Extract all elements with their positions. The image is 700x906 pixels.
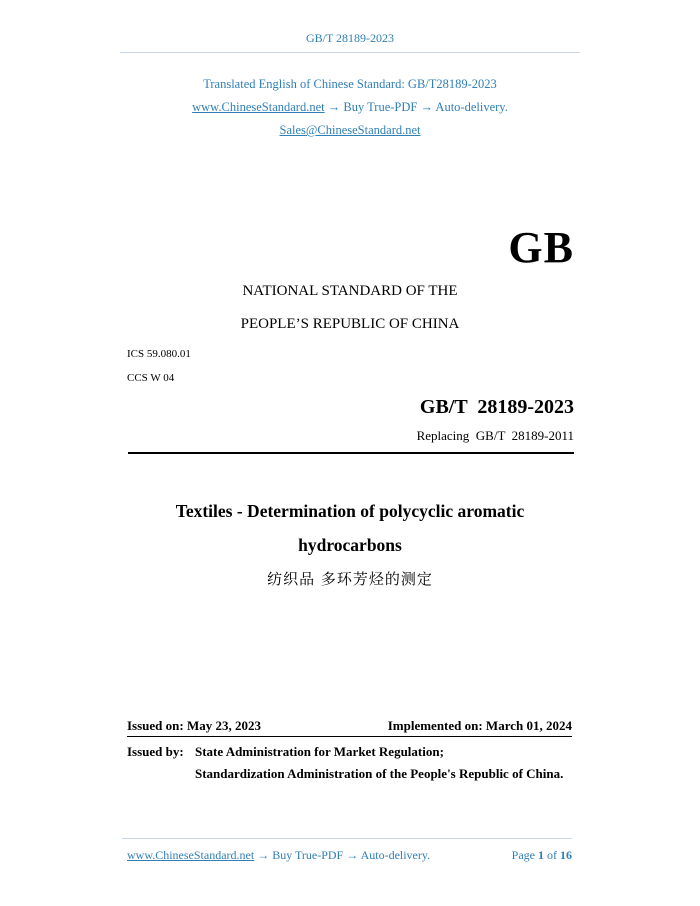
standard-number: GB/T 28189-2023: [419, 396, 574, 418]
issuer-1: State Administration for Market Regulation;: [195, 744, 444, 759]
purchase-line: [0, 100, 700, 115]
footer-purchase-text: → Buy True-PDF → Auto-delivery.: [254, 848, 431, 862]
page-number: 1: [538, 848, 544, 862]
ccs-code: CCS W 04: [127, 372, 175, 384]
title-line2: hydrocarbons: [298, 535, 402, 555]
ics-code: ICS 59.080.01: [127, 348, 191, 360]
title-chinese: 纺织品 多环芳烃的测定: [267, 570, 433, 588]
gb-logo: GB: [508, 223, 574, 272]
translation-notice: Translated English of Chinese Standard: GB/T28189-2023: [203, 77, 497, 91]
page-label: Page: [511, 848, 535, 862]
page-indicator: [512, 848, 572, 863]
replacing-note: Replacing GB/T 28189-2011: [416, 428, 574, 443]
footer-site-link[interactable]: www.ChineseStandard.net: [127, 848, 255, 862]
purchase-text: → Buy True-PDF → Auto-delivery.: [324, 100, 508, 114]
issued-on: Issued on: May 23, 2023: [127, 718, 261, 733]
national-standard-line1: NATIONAL STANDARD OF THE: [242, 283, 458, 299]
title-divider: [128, 452, 574, 454]
header-divider: [120, 52, 580, 53]
running-header: GB/T 28189-2023: [305, 31, 395, 45]
of-label: of: [547, 848, 557, 862]
page-total: 16: [560, 848, 572, 862]
issuer-2: Standardization Administration of the People's Republic of China.: [195, 766, 564, 781]
title-line1: Textiles - Determination of polycyclic aromatic: [175, 501, 525, 521]
site-link[interactable]: www.ChineseStandard.net: [192, 100, 325, 114]
footer-purchase-line: [127, 848, 430, 863]
issue-divider: [127, 736, 572, 737]
national-standard-line2: PEOPLE’S REPUBLIC OF CHINA: [240, 316, 460, 332]
implemented-on: Implemented on: March 01, 2024: [387, 718, 572, 733]
email-line: [0, 123, 700, 138]
email-link[interactable]: Sales@ChineseStandard.net: [279, 123, 421, 137]
footer-divider: [122, 838, 572, 839]
issued-by-label: Issued by:: [127, 744, 184, 759]
